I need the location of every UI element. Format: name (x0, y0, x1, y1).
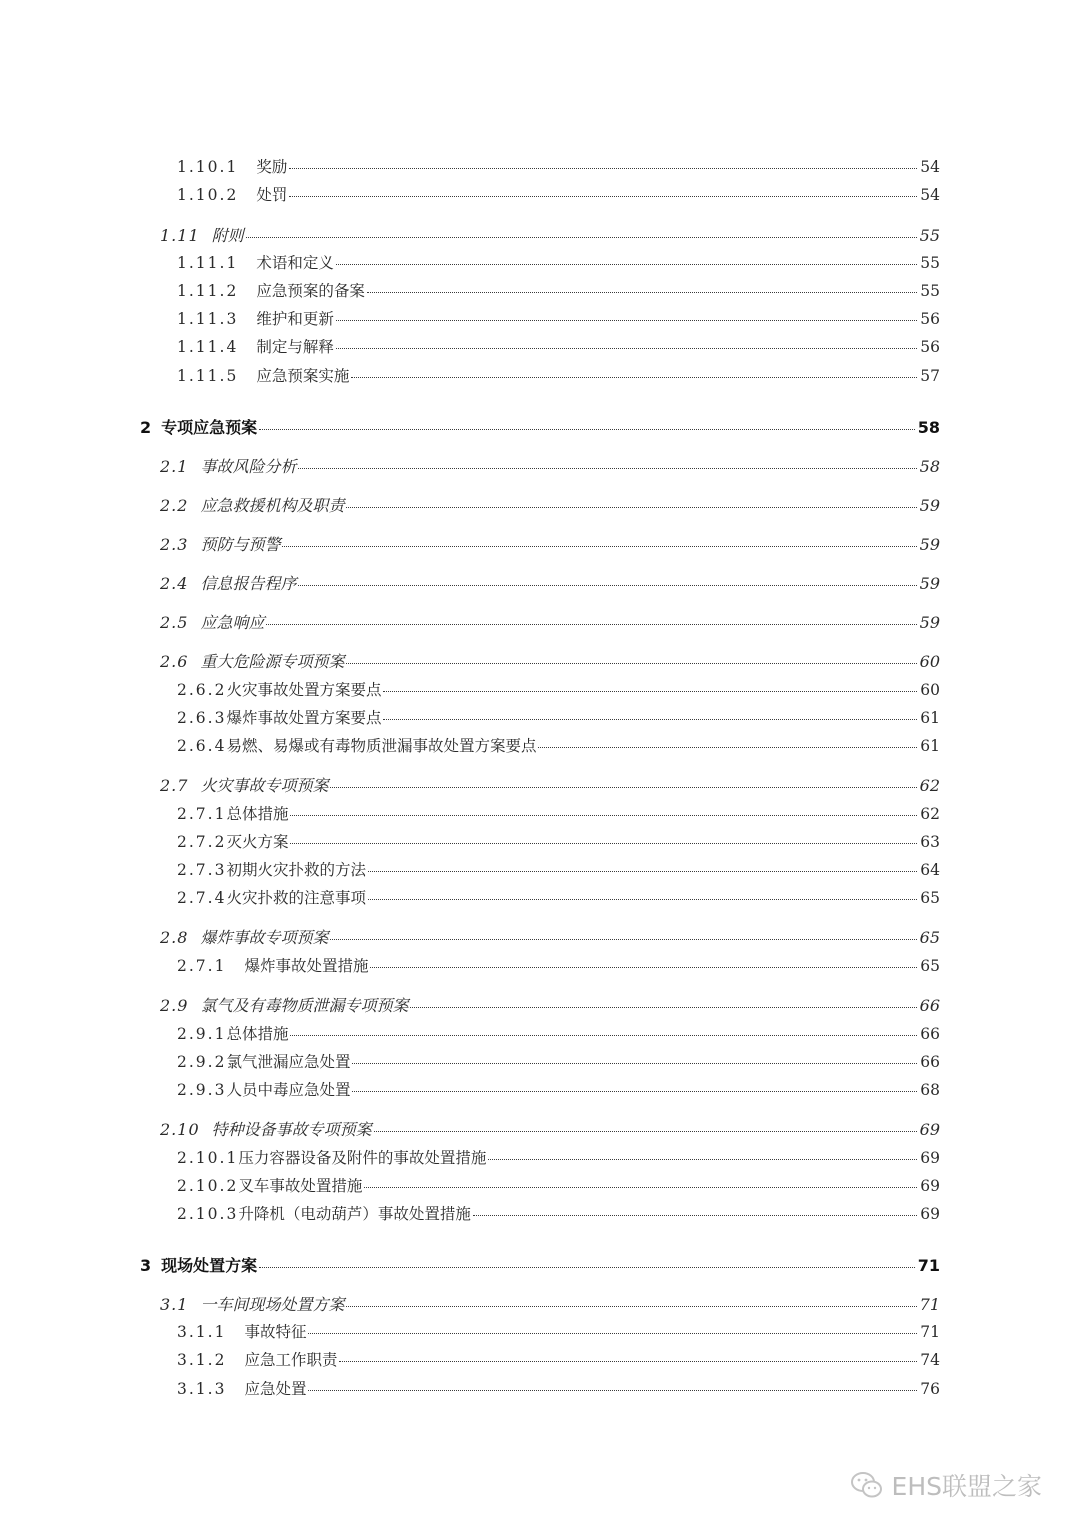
toc-entry (177, 340, 940, 356)
toc-entry-page: 69 (920, 1177, 940, 1195)
toc-dot-leader (290, 815, 917, 816)
toc-entry-title: 爆炸事故处置方案要点 (226, 709, 382, 727)
toc-entry (177, 1055, 940, 1071)
toc-entry-title: 维护和更新 (256, 310, 334, 328)
toc-entry-title: 应急预案的备案 (256, 282, 365, 300)
toc-entry-number: 2.7 (160, 776, 189, 795)
toc-entry (160, 1297, 940, 1313)
toc-entry-page: 59 (919, 496, 940, 515)
toc-dot-leader (352, 1091, 917, 1092)
toc-entry-page: 57 (920, 367, 940, 385)
toc-entry-page: 58 (917, 418, 940, 437)
toc-entry (177, 891, 940, 907)
toc-dot-leader (367, 292, 917, 293)
toc-dot-leader (473, 1215, 917, 1216)
toc-entry-number: 3.1.2 (177, 1351, 227, 1369)
toc-entry-number: 3 (140, 1256, 152, 1275)
toc-entry-title: 一车间现场处置方案 (200, 1295, 345, 1314)
toc-entry-page: 71 (920, 1323, 940, 1341)
toc-entry-number: 2.7.1 (177, 957, 227, 975)
toc-entry (177, 256, 940, 272)
toc-entry-title: 信息报告程序 (200, 574, 297, 593)
toc-entry-number: 2.9.2 (177, 1053, 227, 1071)
toc-entry (177, 1353, 940, 1369)
toc-entry (160, 498, 940, 514)
toc-entry-page: 54 (920, 158, 940, 176)
toc-dot-leader (364, 1187, 917, 1188)
toc-entry-title: 事故风险分析 (200, 457, 297, 476)
toc-entry-number: 2.9.3 (177, 1081, 227, 1099)
toc-entry-page: 59 (919, 613, 940, 632)
toc-entry-page: 59 (919, 574, 940, 593)
toc-entry-title: 应急响应 (200, 613, 265, 632)
toc-entry-page: 69 (919, 1120, 940, 1139)
toc-entry (177, 1179, 940, 1195)
toc-entry-title: 火灾事故处置方案要点 (226, 681, 382, 699)
toc-dot-leader (290, 843, 917, 844)
toc-dot-leader (259, 429, 915, 430)
toc-entry-page: 56 (920, 310, 940, 328)
toc-entry-title: 术语和定义 (256, 254, 334, 272)
toc-entry-title: 火灾事故专项预案 (200, 776, 329, 795)
toc-entry (160, 1122, 940, 1138)
toc-dot-leader (346, 1306, 916, 1307)
toc-dot-leader (410, 1007, 916, 1008)
toc-dot-leader (289, 196, 917, 197)
toc-entry-page: 64 (920, 861, 940, 879)
toc-entry (177, 160, 940, 176)
toc-entry-page: 65 (920, 889, 940, 907)
toc-entry-page: 71 (919, 1295, 940, 1314)
toc-entry-page: 59 (919, 535, 940, 554)
toc-entry-page: 76 (920, 1380, 940, 1398)
toc-entry-page: 60 (920, 681, 940, 699)
toc-entry-title: 事故特征 (244, 1323, 307, 1341)
toc-entry-number: 1.10.2 (177, 186, 239, 204)
toc-dot-leader (351, 377, 917, 378)
toc-entry-number: 2.1 (160, 457, 189, 476)
toc-dot-leader (370, 967, 917, 968)
toc-entry (160, 576, 940, 592)
toc-entry (177, 711, 940, 727)
toc-entry (177, 807, 940, 823)
toc-entry-title: 重大危险源专项预案 (200, 652, 345, 671)
toc-entry (177, 369, 940, 385)
toc-entry-title: 总体措施 (226, 805, 289, 823)
toc-dot-leader (488, 1159, 917, 1160)
toc-entry-title: 应急工作职责 (244, 1351, 338, 1369)
toc-dot-leader (308, 1333, 917, 1334)
toc-entry-number: 2.9.1 (177, 1025, 227, 1043)
toc-entry-number: 2.7.1 (177, 805, 227, 823)
toc-entry-page: 55 (920, 282, 940, 300)
toc-entry (177, 1325, 940, 1341)
toc-entry (160, 778, 940, 794)
toc-entry (177, 863, 940, 879)
toc-entry (177, 312, 940, 328)
toc-entry-title: 初期火灾扑救的方法 (226, 861, 366, 879)
toc-entry (177, 1151, 940, 1167)
toc-dot-leader (330, 787, 916, 788)
toc-dot-leader (346, 663, 916, 664)
toc-dot-leader (339, 1361, 917, 1362)
toc-dot-leader (383, 691, 917, 692)
toc-entry-title: 总体措施 (226, 1025, 289, 1043)
toc-entry-page: 56 (920, 338, 940, 356)
toc-dot-leader (259, 1267, 915, 1268)
toc-entry-number: 2 (140, 418, 152, 437)
toc-dot-leader (383, 719, 917, 720)
toc-entry-number: 2.3 (160, 535, 189, 554)
toc-entry-title: 叉车事故处置措施 (238, 1177, 363, 1195)
toc-entry-title: 易燃、易爆或有毒物质泄漏事故处置方案要点 (226, 737, 537, 755)
toc-entry-page: 69 (920, 1149, 940, 1167)
toc-entry-title: 特种设备事故专项预案 (211, 1120, 372, 1139)
toc-entry-number: 2.10.2 (177, 1177, 239, 1195)
toc-entry (177, 739, 940, 755)
toc-entry-number: 1.11.4 (177, 338, 239, 356)
toc-entry (177, 835, 940, 851)
toc-dot-leader (346, 507, 916, 508)
toc-entry-number: 2.6 (160, 652, 189, 671)
toc-entry-title: 压力容器设备及附件的事故处置措施 (238, 1149, 487, 1167)
toc-entry-number: 2.2 (160, 496, 189, 515)
toc-entry (160, 998, 940, 1014)
toc-entry-number: 2.6.3 (177, 709, 227, 727)
toc-dot-leader (368, 871, 917, 872)
toc-entry-number: 2.10 (160, 1120, 200, 1139)
toc-dot-leader (282, 546, 916, 547)
toc-entry-page: 55 (920, 254, 940, 272)
toc-entry-title: 奖励 (256, 158, 288, 176)
toc-dot-leader (368, 899, 917, 900)
toc-entry-number: 3.1 (160, 1295, 189, 1314)
watermark (850, 1467, 1042, 1503)
toc-entry-number: 1.11.3 (177, 310, 239, 328)
toc-entry-page: 63 (920, 833, 940, 851)
toc-entry (160, 615, 940, 631)
toc-entry-title: 灭火方案 (226, 833, 289, 851)
toc-entry (177, 959, 940, 975)
toc-dot-leader (290, 1035, 917, 1036)
toc-dot-leader (336, 348, 917, 349)
toc-entry-page: 54 (920, 186, 940, 204)
toc-entry-title: 预防与预警 (200, 535, 281, 554)
toc-dot-leader (308, 1390, 917, 1391)
toc-entry-page: 66 (920, 1025, 940, 1043)
toc-entry-page: 61 (920, 709, 940, 727)
toc-entry-page: 69 (920, 1205, 940, 1223)
toc-entry-title: 火灾扑救的注意事项 (226, 889, 366, 907)
toc-entry (177, 1207, 940, 1223)
toc-entry-page: 60 (919, 652, 940, 671)
toc-entry (160, 228, 940, 244)
toc-entry-number: 2.10.3 (177, 1205, 239, 1223)
toc-entry-number: 2.5 (160, 613, 189, 632)
toc-entry (160, 930, 940, 946)
toc-entry (177, 683, 940, 699)
toc-entry-number: 2.9 (160, 996, 189, 1015)
toc-entry-number: 3.1.1 (177, 1323, 227, 1341)
toc-entry-number: 2.8 (160, 928, 189, 947)
toc-entry (160, 654, 940, 670)
toc-entry-page: 65 (920, 957, 940, 975)
toc-entry-number: 2.6.4 (177, 737, 227, 755)
toc-entry-number: 2.4 (160, 574, 189, 593)
toc-entry (160, 459, 940, 475)
toc-entry-title: 处罚 (256, 186, 288, 204)
toc-entry-page: 68 (920, 1081, 940, 1099)
toc-entry-title: 人员中毒应急处置 (226, 1081, 351, 1099)
toc-entry (177, 188, 940, 204)
toc-entry-page: 74 (920, 1351, 940, 1369)
toc-entry-title: 附则 (211, 226, 244, 245)
toc-entry (177, 284, 940, 300)
toc-dot-leader (374, 1131, 917, 1132)
toc-entry (177, 1027, 940, 1043)
toc-entry-page: 66 (919, 996, 940, 1015)
toc-entry-page: 61 (920, 737, 940, 755)
toc-entry-title: 应急预案实施 (256, 367, 350, 385)
toc-entry-number: 2.6.2 (177, 681, 227, 699)
toc-entry-title: 氯气泄漏应急处置 (226, 1053, 351, 1071)
toc-entry-number: 1.10.1 (177, 158, 239, 176)
toc-entry-title: 应急处置 (244, 1380, 307, 1398)
toc-entry-number: 1.11.1 (177, 254, 239, 272)
toc-entry-number: 2.7.3 (177, 861, 227, 879)
toc-entry-title: 现场处置方案 (161, 1256, 258, 1275)
toc-entry-title: 专项应急预案 (161, 418, 258, 437)
wechat-icon (850, 1470, 884, 1500)
toc-entry-title: 制定与解释 (256, 338, 334, 356)
toc-entry-title: 升降机（电动葫芦）事故处置措施 (238, 1205, 471, 1223)
toc-entry-page: 71 (917, 1256, 940, 1275)
toc-dot-leader (330, 939, 916, 940)
toc-entry-number: 1.11.5 (177, 367, 239, 385)
toc-entry-page: 62 (919, 776, 940, 795)
toc-entry-number: 3.1.3 (177, 1380, 227, 1398)
toc-dot-leader (266, 624, 916, 625)
toc-entry-title: 应急救援机构及职责 (200, 496, 345, 515)
toc-dot-leader (246, 237, 917, 238)
toc-entry-page: 66 (920, 1053, 940, 1071)
toc-entry-number: 2.7.2 (177, 833, 227, 851)
toc-entry-title: 氯气及有毒物质泄漏专项预案 (200, 996, 409, 1015)
toc-dot-leader (336, 264, 917, 265)
toc-dot-leader (298, 468, 916, 469)
toc-entry-number: 2.10.1 (177, 1149, 239, 1167)
toc-entry (177, 1083, 940, 1099)
toc-entry (140, 420, 940, 436)
toc-entry (140, 1258, 940, 1274)
toc-dot-leader (352, 1063, 917, 1064)
toc-entry-page: 65 (919, 928, 940, 947)
watermark-text: EHS联盟之家 (891, 1472, 1042, 1501)
toc-entry-number: 1.11 (160, 226, 200, 245)
toc-entry-page: 62 (920, 805, 940, 823)
toc-entry-page: 58 (919, 457, 940, 476)
toc-dot-leader (289, 168, 917, 169)
toc-dot-leader (538, 747, 917, 748)
toc-entry (160, 537, 940, 553)
toc-entry-page: 55 (919, 226, 940, 245)
toc-entry-title: 爆炸事故处置措施 (244, 957, 369, 975)
toc-entry (177, 1382, 940, 1398)
toc-dot-leader (298, 585, 916, 586)
toc-dot-leader (336, 320, 917, 321)
toc-entry-title: 爆炸事故专项预案 (200, 928, 329, 947)
toc-entry-number: 2.7.4 (177, 889, 227, 907)
toc-entry-number: 1.11.2 (177, 282, 239, 300)
